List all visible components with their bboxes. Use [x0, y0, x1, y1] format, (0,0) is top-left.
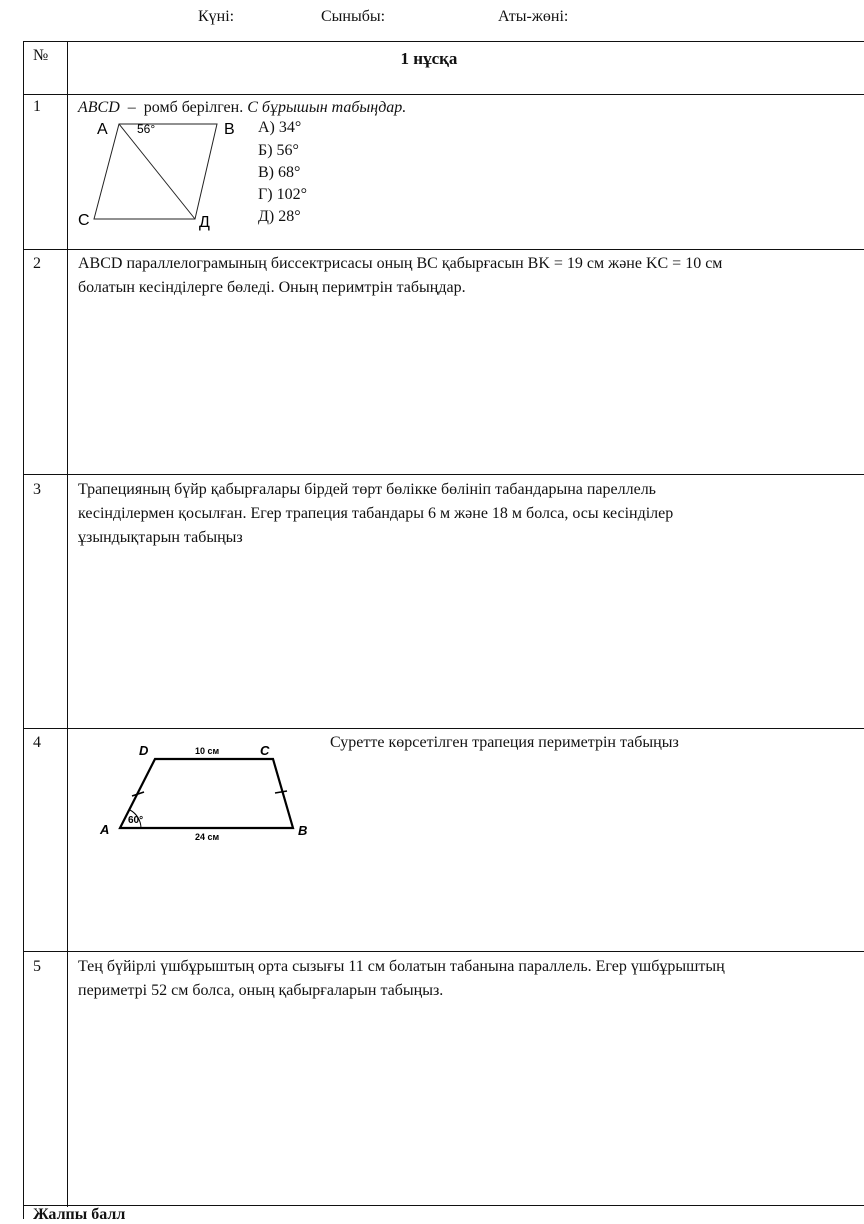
date-label: Күні:: [198, 8, 235, 25]
q1-dash: –: [127, 99, 136, 116]
q1-option-g: Г) 102°: [258, 186, 307, 203]
rhombus-shape: [94, 124, 217, 219]
question-number-3: 3: [33, 481, 41, 498]
question-number-4: 4: [33, 734, 41, 751]
rhombus-diagonal: [119, 124, 195, 219]
vertex-c-label: С: [78, 212, 90, 229]
question-number-2: 2: [33, 255, 41, 272]
q5-line-2: периметрі 52 см болса, оның қабырғаларын табыңыз.: [78, 982, 444, 999]
vertex-a-label: А: [97, 121, 108, 138]
bottom-base-label: 24 см: [195, 832, 220, 842]
row-divider-2: [23, 249, 864, 250]
q1-rhombus-name: ABCD: [78, 99, 120, 116]
q3-line-1: Трапецияның бүйр қабырғалары бірдей төрт бөлікке бөлініп табандарына пареллель: [78, 481, 656, 498]
table-left-border: [23, 41, 24, 1219]
q2-line-1: ABCD параллелограмының биссектрисасы оның BC қабырғасын BK = 19 см және KC = 10 см: [78, 255, 723, 272]
q1-option-d: Д) 28°: [258, 208, 301, 225]
row-divider-5: [23, 951, 864, 952]
vertex-b-label: B: [298, 823, 308, 838]
row-divider-4: [23, 728, 864, 729]
question-2-text: [78, 252, 838, 300]
vertex-d-label: Д: [199, 214, 210, 231]
trapezoid-figure: [90, 735, 330, 850]
row-divider-6: [23, 1205, 864, 1206]
angle-label: 60°: [128, 815, 144, 826]
number-column-header: №: [33, 47, 49, 64]
q5-line-1: Тең бүйірлі үшбұрыштың орта сызығы 11 см болатын табанына параллель. Егер үшбұрыштың: [78, 958, 725, 975]
total-score-label: Жалпы балл: [33, 1206, 126, 1223]
vertex-a-label: A: [100, 822, 110, 837]
q1-option-v: В) 68°: [258, 164, 301, 181]
q3-line-3: ұзындықтарын табыңыз: [78, 529, 243, 546]
name-label: Аты-жөні:: [498, 8, 569, 25]
table-top-border: [23, 41, 864, 42]
vertex-d-label: D: [139, 743, 149, 758]
q1-italic-task: С бұрышын табыңдар.: [247, 99, 407, 116]
top-base-label: 10 см: [195, 746, 220, 756]
vertex-c-label: C: [260, 743, 270, 758]
variant-title: 1 нұсқа: [400, 49, 458, 68]
question-number-1: 1: [33, 98, 41, 115]
q2-line-2: болатын кесінділерге бөледі. Оның перимтрін табыңдар.: [78, 279, 466, 296]
q1-option-b: Б) 56°: [258, 142, 299, 159]
question-4-text: Суретте көрсетілген трапеция периметрін табыңыз: [330, 734, 679, 751]
question-number-5: 5: [33, 958, 41, 975]
vertex-b-label: В: [224, 121, 235, 138]
trapezoid-shape: [120, 759, 293, 828]
class-label: Сыныбы:: [321, 8, 386, 25]
question-5-text: [78, 955, 838, 1003]
right-leg-tick: [275, 791, 287, 793]
question-3-text: [78, 478, 814, 550]
q1-plain-text: ромб берілген.: [143, 99, 244, 116]
q1-option-a: А) 34°: [258, 119, 302, 136]
q3-line-2: кесінділермен қосылған. Егер трапеция табандары 6 м және 18 м болса, осы кесінділер: [78, 505, 674, 522]
table-column-divider: [67, 41, 68, 1207]
row-divider-3: [23, 474, 864, 475]
angle-label: 56°: [137, 122, 156, 136]
rhombus-figure: [70, 112, 250, 234]
row-divider-1: [23, 94, 864, 95]
